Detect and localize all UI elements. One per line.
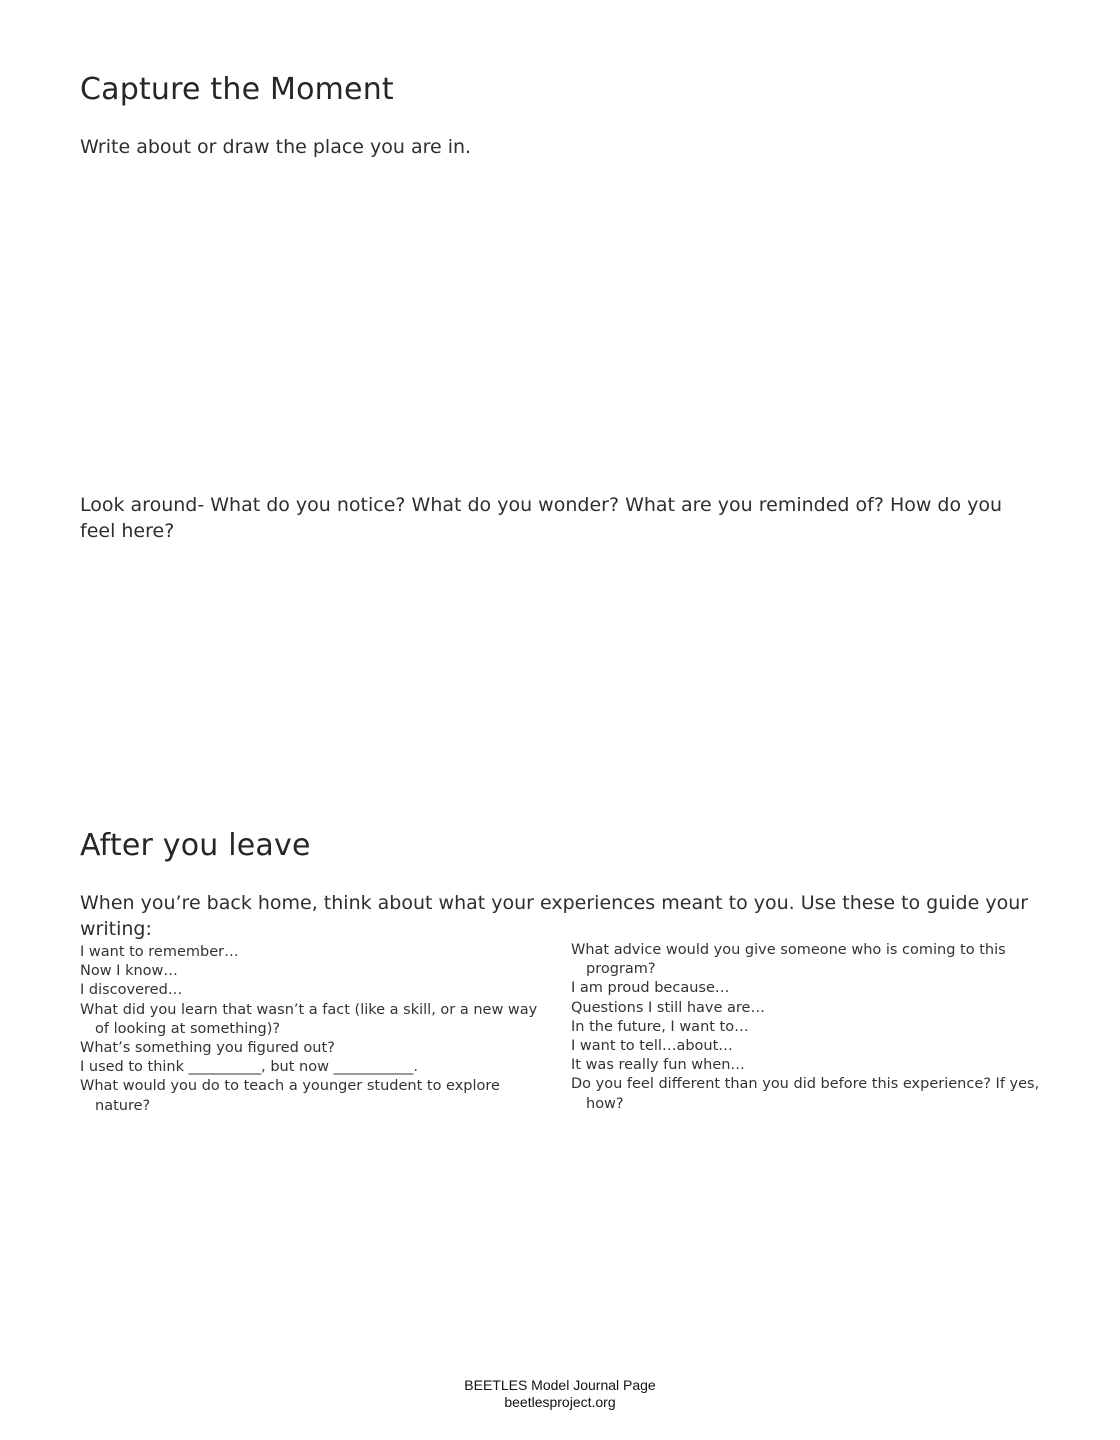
prompt-look-around: Look around- What do you notice? What do you wonder? What are you reminded of? How do you feel here? [80, 494, 1003, 542]
list-item: It was really fun when… [571, 1057, 745, 1074]
list-item: In the future, I want to… [571, 1018, 749, 1035]
list-item: Questions I still have are… [571, 999, 765, 1016]
footer-title: BEETLES Model Journal Page [464, 1377, 656, 1393]
list-item: I want to tell…about… [571, 1038, 733, 1055]
list-item: What would you do to teach a younger student to explore nature? [80, 1078, 500, 1114]
prompt-write-or-draw: Write about or draw the place you are in. [80, 136, 472, 158]
list-item: I used to think __________, but now ___________. [80, 1059, 418, 1076]
prompt-list-right [571, 941, 1041, 1114]
prompt-list-left [80, 943, 550, 1116]
list-item: I want to remember… [80, 944, 239, 960]
section-title-capture: Capture the Moment [80, 72, 394, 107]
list-item: What did you learn that wasn’t a fact (like a skill, or a new way of looking at something)? [80, 1001, 538, 1037]
list-item: Now I know… [80, 963, 178, 980]
list-item: What advice would you give someone who is coming to this program? [571, 942, 1006, 978]
page-footer [0, 1377, 1120, 1411]
section-title-after: After you leave [80, 828, 311, 863]
prompt-back-home: When you’re back home, think about what your experiences meant to you. Use these to guide your writing: [80, 892, 1029, 940]
list-item: I am proud because… [571, 980, 730, 997]
list-item: I discovered… [80, 982, 183, 999]
list-item: What’s something you figured out? [80, 1040, 335, 1057]
list-item: Do you feel different than you did before this experience? If yes, how? [571, 1076, 1040, 1112]
footer-url: beetlesproject.org [504, 1394, 616, 1410]
